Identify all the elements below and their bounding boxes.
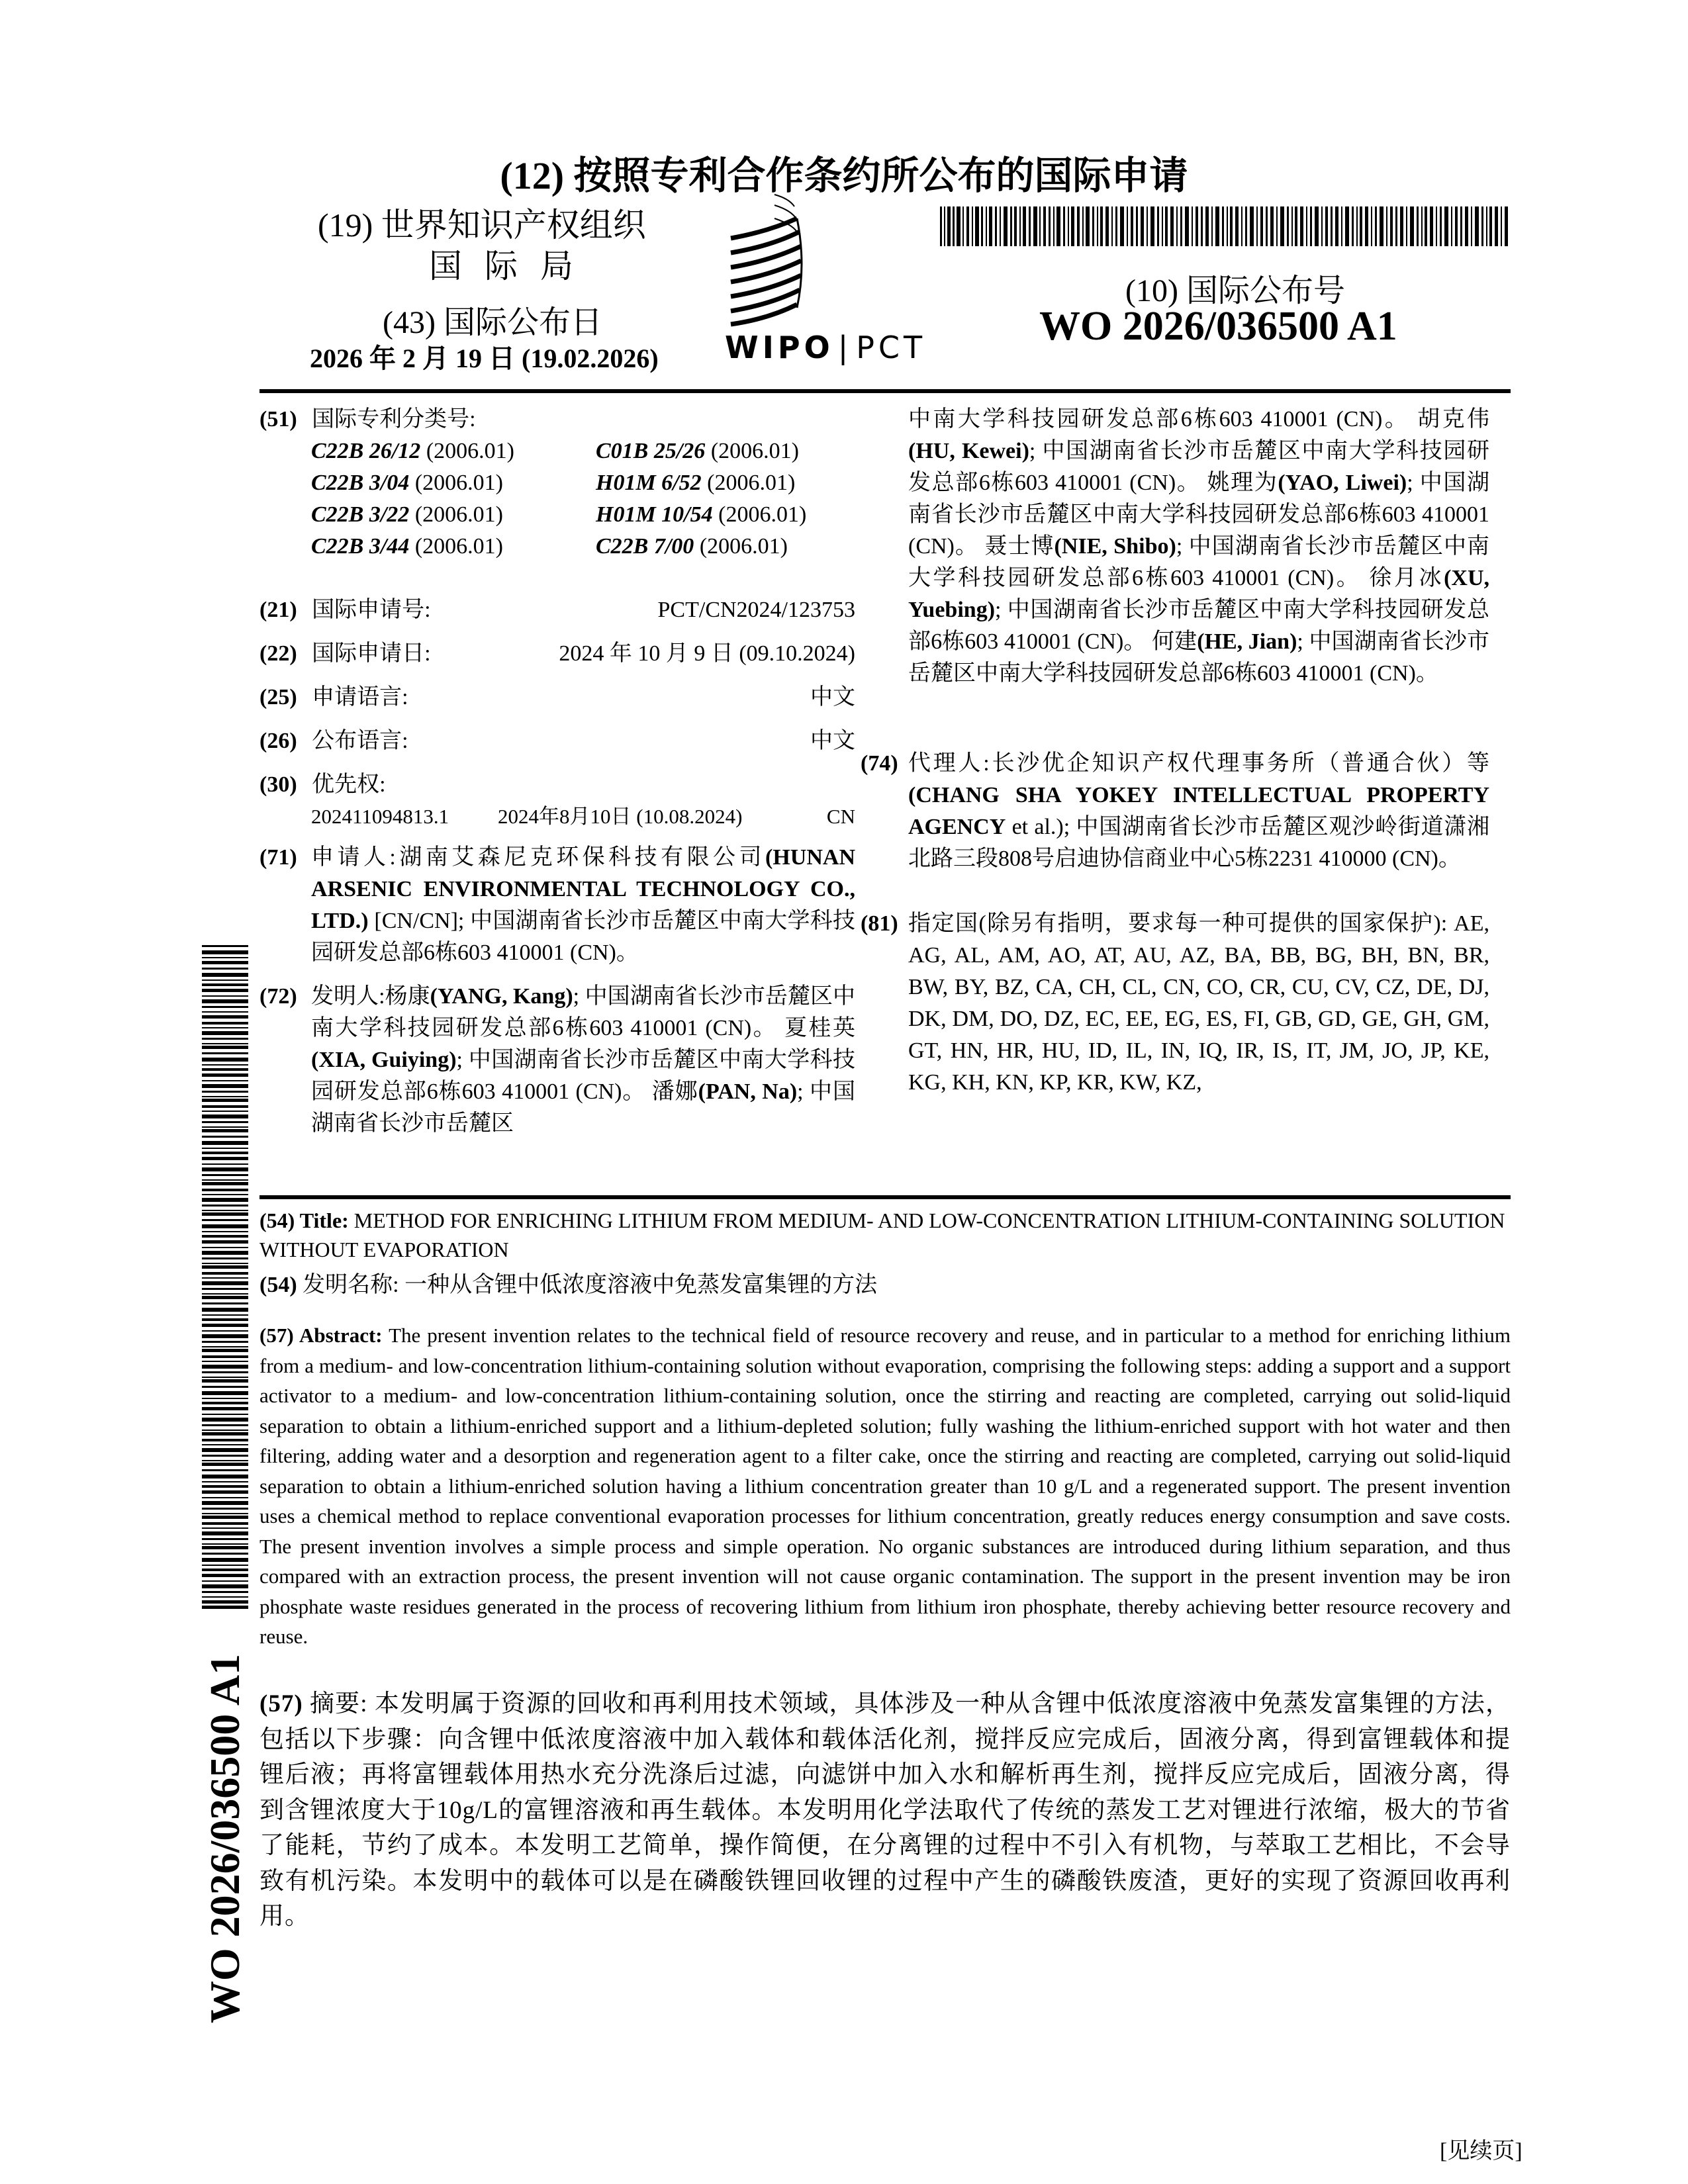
inventors-text-left: 发明人:杨康(YANG, Kang); 中国湖南省长沙市岳麓区中南大学科技园研发总部6栋603 410001 (CN)。 夏桂英(XIA, Guiying); 中国湖南省长沙市岳麓区中南大学科技园研发总部6栋603 410001 (CN)。 潘娜(PAN, Na); 中国湖南省长沙市岳麓区	[311, 984, 855, 1136]
applicant-name-zh: 湖南艾森尼克环保科技有限公司	[395, 845, 766, 870]
bureau-name: 国际局	[429, 248, 596, 285]
ipc-entry: C22B 3/04 (2006.01)	[311, 471, 503, 495]
title-english: (54) Title: METHOD FOR ENRICHING LITHIUM FROM MEDIUM- AND LOW-CONCENTRATION LITHIUM-CONTAINING SOLUTION WITHOUT EVAPORATION	[259, 1208, 1505, 1261]
ipc-entry: C22B 26/12 (2006.01)	[311, 439, 514, 463]
divider-top	[259, 389, 1511, 393]
ipc-label: 国际专利分类号:	[312, 407, 476, 432]
priority-date: 2024年8月10日 (10.08.2024)	[498, 805, 743, 828]
priority-country: CN	[826, 805, 855, 828]
publication-date-label: (43) 国际公布日	[383, 305, 602, 340]
application-number-row: (21) 国际申请号: PCT/CN2024/123753	[259, 594, 855, 626]
application-number: PCT/CN2024/123753	[657, 598, 855, 622]
agent-tag: (74)	[861, 751, 898, 776]
ipc-section: (51) 国际专利分类号:	[259, 407, 476, 432]
ipc-entry: C22B 3/44 (2006.01)	[311, 534, 503, 559]
publication-language: 中文	[810, 729, 855, 753]
wipo-globe-logo-icon	[728, 192, 834, 331]
applicant-name-en: (HUNAN ARSENIC ENVIRONMENTAL TECHNOLOGY CO., LTD.)	[311, 845, 855, 933]
document-type-title: (12) 按照专利合作条约所公布的国际申请	[500, 154, 1188, 197]
application-date-row: (22) 国际申请日: 2024 年 10 月 9 日 (09.10.2024)	[259, 638, 855, 670]
application-date: 2024 年 10 月 9 日 (09.10.2024)	[559, 641, 855, 666]
priority-section: (30) 优先权:	[259, 772, 386, 797]
ipc-entry: H01M 10/54 (2006.01)	[596, 502, 807, 527]
designated-states-tag: (81)	[861, 911, 898, 936]
continued-on-next-page: [见续页]	[1440, 2139, 1523, 2163]
title-chinese: (54) 发明名称: 一种从含锂中低浓度溶液中免蒸发富集锂的方法	[259, 1273, 878, 1297]
ipc-entry: C22B 7/00 (2006.01)	[596, 534, 788, 559]
publication-number: WO 2026/036500 A1	[1039, 304, 1397, 349]
priority-number: 202411094813.1	[311, 805, 449, 828]
divider-middle	[259, 1195, 1511, 1199]
abstract-chinese: (57) 摘要: 本发明属于资源的回收和再利用技术领域，具体涉及一种从含锂中低浓度溶液中免蒸发富集锂的方法，包括以下步骤：向含锂中低浓度溶液中加入载体和载体活化剂，搅拌反应完成后，固液分离，得到富锂载体和提锂后液；再将富锂载体用热水充分洗涤后过滤，向滤饼中加入水和解析再生剂，搅拌反应完成后，固液分离，得到含锂浓度大于10g/L的富锂溶液和再生载体。本发明用化学法取代了传统的蒸发工艺对锂进行浓缩，极大的节省了能耗，节约了成本。本发明工艺简单，操作简便，在分离锂的过程中不引入有机物，与萃取工艺相比，不会导致有机污染。本发明中的载体可以是在磷酸铁锂回收锂的过程中产生的磷酸铁废渣，更好的实现了资源回收再利用。	[259, 1690, 1511, 1930]
wipo-pct-wordmark: WIPO | PCT	[725, 330, 927, 365]
publication-date: 2026 年 2 月 19 日 (19.02.2026)	[310, 343, 659, 373]
applicant-tag: (71)	[259, 845, 297, 870]
inventors-tag: (72)	[259, 984, 297, 1009]
organization-name: (19) 世界知识产权组织	[318, 206, 646, 244]
filing-language: 中文	[810, 685, 855, 709]
side-publication-number: WO 2026/036500 A1	[201, 1653, 248, 2023]
barcode-side	[202, 945, 248, 1609]
ipc-entry: H01M 6/52 (2006.01)	[596, 471, 796, 495]
ipc-codes-grid	[311, 435, 887, 563]
applicant-text: 申请人:湖南艾森尼克环保科技有限公司(HUNAN ARSENIC ENVIRONMENTAL TECHNOLOGY CO., LTD.) [CN/CN]; 中国湖南省长沙市岳麓区中南大学科技园研发总部6栋603 410001 (CN)。	[311, 845, 855, 965]
ipc-entry: C22B 3/22 (2006.01)	[311, 502, 503, 527]
priority-entry	[311, 801, 855, 833]
designated-states-list: AE, AG, AL, AM, AO, AT, AU, AZ, BA, BB, BG, BH, BN, BR, BW, BY, BZ, CA, CH, CL, CN, CO, CR, CU, CV, CZ, DE, DJ, DK, DM, DO, DZ, EC, EE, EG, ES, FI, GB, GD, GE, GH, GM, GT, HN, HR, HU, ID, IL, IN, IQ, IR, IS, IT, JM, JO, JP, KE, KG, KH, KN, KP, KR, KW, KZ,	[908, 911, 1489, 1095]
inventors-text-right: 中南大学科技园研发总部6栋603 410001 (CN)。 胡克伟(HU, Kewei); 中国湖南省长沙市岳麓区中南大学科技园研发总部6栋603 410001 (CN)。 姚理为(YAO, Liwei); 中国湖南省长沙市岳麓区中南大学科技园研发总部6栋603 410001 (CN)。 聂士博(NIE, Shibo); 中国湖南省长沙市岳麓区中南大学科技园研发总部6栋603 410001 (CN)。 徐月冰(XU, Yuebing); 中国湖南省长沙市岳麓区中南大学科技园研发总部6栋603 410001 (CN)。 何建(HE, Jian); 中国湖南省长沙市岳麓区中南大学科技园研发总部6栋603 410001 (CN)。	[908, 407, 1490, 686]
abstract-english: (57) Abstract: The present invention relates to the technical field of resource recovery and reuse, and in particular to a method for enriching lithium from a medium- and low-concentration lithium-containing solution without evaporation, comprising the following steps: adding a support and a support activator to a medium- and low-concentration lithium-containing solution, once the stirring and reacting are completed, carrying out solid-liquid separation to obtain a lithium-enriched support and a lithium-depleted solution; fully washing the lithium-enriched support with hot water and then filtering, adding water and a desorption and regeneration agent to a filter cake, once the stirring and reacting are completed, carrying out solid-liquid separation to obtain a lithium-enriched solution having a lithium concentration greater than 10 g/L and a regenerated support. The present invention uses a chemical method to replace conventional evaporation processes for lithium concentration, greatly reduces energy consumption and save costs. The present invention involves a simple process and simple operation. No organic substances are introduced during lithium separation, and thus compared with an extraction process, the present invention will not cause organic contamination. The support in the present invention may be iron phosphate waste residues generated in the process of recovering lithium from lithium iron phosphate, thereby achieving better resource recovery and reuse.	[259, 1324, 1511, 1648]
agent-name-en: (CHANG SHA YOKEY INTELLECTUAL PROPERTY AGENCY	[908, 783, 1489, 839]
agent-name-zh: 长沙优企知识产权代理事务所（普通合伙）等	[989, 751, 1490, 776]
biblio-left-column	[259, 404, 855, 1171]
publication-language-row: (26) 公布语言: 中文	[259, 725, 855, 757]
filing-language-row: (25) 申请语言: 中文	[259, 682, 855, 713]
barcode-top	[940, 206, 1509, 246]
agent-text: 代理人:长沙优企知识产权代理事务所（普通合伙）等 (CHANG SHA YOKEY INTELLECTUAL PROPERTY AGENCY et al.); 中国湖南省长沙市岳麓区观沙岭街道潇湘北路三段808号启迪协信商业中心5栋2231 410000 (CN)。	[908, 751, 1490, 871]
publication-number-label: (10) 国际公布号	[1125, 273, 1345, 308]
ipc-entry: C01B 25/26 (2006.01)	[596, 439, 799, 463]
biblio-right-column	[861, 404, 1489, 1171]
designated-states-text: 指定国(除另有指明，要求每一种可提供的国家保护): AE, AG, AL, AM, AO, AT, AU, AZ, BA, BB, BG, BH, BN, BR, BW, BY, BZ, CA, CH, CL, CN, CO, CR, CU, CV, CZ, DE, DJ, DK, DM, DO, DZ, EC, EE, EG, ES, FI, GB, GD, GE, GH, GM, GT, HN, HR, HU, ID, IL, IN, IQ, IR, IS, IT, JM, JO, JP, KE, KG, KH, KN, KP, KR, KW, KZ,	[908, 911, 1489, 1095]
